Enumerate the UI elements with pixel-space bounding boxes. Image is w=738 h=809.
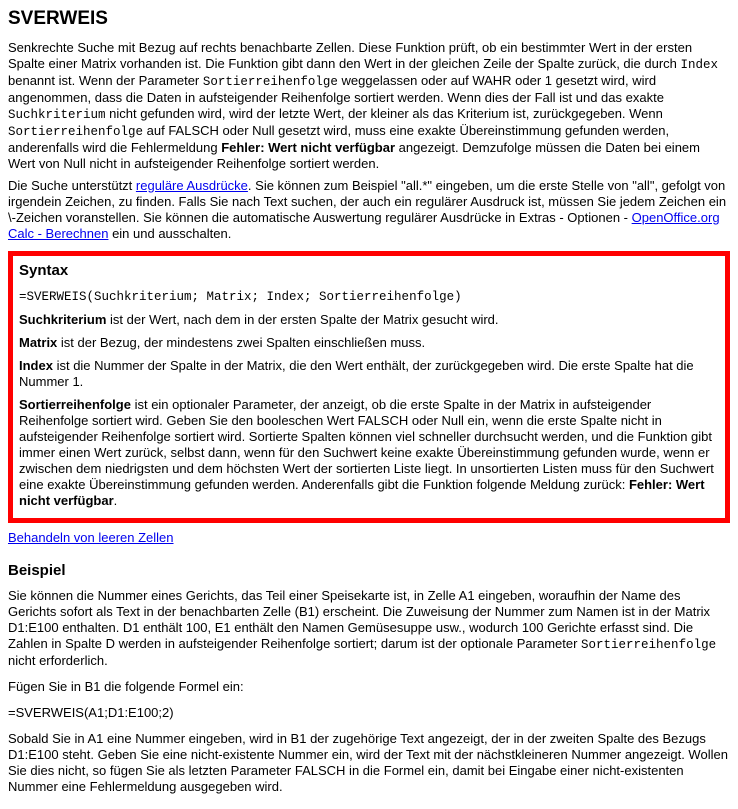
inline-code-sortierreihenfolge: Sortierreihenfolge (202, 75, 338, 89)
example-heading: Beispiel (8, 562, 66, 579)
inline-code-sortierreihenfolge: Sortierreihenfolge (581, 638, 717, 652)
empty-cells-link[interactable]: Behandeln von leeren Zellen (8, 530, 174, 545)
example-paragraph-1: Sie können die Nummer eines Gerichts, das Teil einer Speisekarte ist, in Zelle A1 eingeben, woraufhin der Name des Gerichts sofort als Text in der benachbarten Zelle (B1) erscheint. Die Zuweisung der Nummer zum Namen ist in der Matrix D1:E100 enthalten. D1 enthält 100, E1 enthält den Namen Gemüsesuppe usw., wodurch 100 Gerichte erfasst sind. Die Zahlen in Spalte D werden in aufsteigender Reihenfolge sortiert; darum ist der optionale Parameter Sortierreihenfolge nicht erforderlich. (8, 588, 717, 668)
param-name-suchkriterium: Suchkriterium (19, 312, 107, 327)
inline-code-sortierreihenfolge: Sortierreihenfolge (8, 125, 144, 139)
syntax-heading: Syntax (19, 262, 69, 279)
syntax-param-sortierreihenfolge: Sortierreihenfolge ist ein optionaler Parameter, der anzeigt, ob die erste Spalte in der Matrix in aufsteigender Reihenfolge sortiert wird. Geben Sie den booleschen Wert FALSCH oder Null ein, wenn die erste Spalte nicht in aufsteigender Reihenfolge sortiert wird. Sortierte Spalten können viel schneller durchsucht werden, und die Funktion gibt immer einen Wert zurück, selbst dann, wenn für den Suchwert keine exakte Übereinstimmung gefunden wurde, wenn er zwischen dem niedrigsten und dem höchsten Wert der sortierten Liste liegt. In unsortierten Listen muss für den Suchwert eine exakte Übereinstimmung gefunden werden. Anderenfalls gibt die Funktion folgende Meldung zurück: Fehler: Wert nicht verfügbar. (19, 397, 714, 508)
syntax-param-matrix: Matrix ist der Bezug, der mindestens zwei Spalten einschließen muss. (19, 335, 426, 350)
param-name-sortierreihenfolge: Sortierreihenfolge (19, 397, 131, 412)
syntax-param-suchkriterium: Suchkriterium ist der Wert, nach dem in der ersten Spalte der Matrix gesucht wird. (19, 312, 499, 327)
syntax-box (8, 251, 730, 523)
syntax-param-index: Index ist die Nummer der Spalte in der Matrix, die den Wert enthält, der zurückgegeben wird. Die erste Spalte hat die Nummer 1. (19, 358, 694, 389)
inline-code-suchkriterium: Suchkriterium (8, 108, 106, 122)
calc-calculate-options-link[interactable]: OpenOffice.org Calc - Berechnen (8, 210, 720, 241)
example-formula: =SVERWEIS(A1;D1:E100;2) (8, 705, 174, 720)
syntax-formula: =SVERWEIS(Suchkriterium; Matrix; Index; Sortierreihenfolge) (19, 290, 462, 304)
error-message-text: Fehler: Wert nicht verfügbar (19, 477, 705, 508)
intro-paragraph-1: Senkrechte Suche mit Bezug auf rechts benachbarte Zellen. Diese Funktion prüft, ob ein bestimmter Wert in der ersten Spalte einer Matrix vorhanden ist. Die Funktion gibt dann den Wert in der gleichen Zeile der Spalte zurück, die durch Index benannt ist. Wenn der Parameter Sortierreihenfolge weggelassen oder auf WAHR oder 1 gesetzt wird, wird angenommen, dass die Daten in aufsteigender Reihenfolge sortiert werden. Wenn dies der Fall ist und das exakte Suchkriterium nicht gefunden wird, wird der letzte Wert, der kleiner als das Kriterium ist, zurückgegeben. Wenn Sortierreihenfolge auf FALSCH oder Null gesetzt wird, muss eine exakte Übereinstimmung gefunden werden, anderenfalls wird die Fehlermeldung Fehler: Wert nicht verfügbar angezeigt. Demzufolge müssen die Daten bei einem Wert von Null nicht in aufsteigender Reihenfolge sortiert werden. (8, 40, 719, 171)
example-paragraph-2: Fügen Sie in B1 die folgende Formel ein: (8, 679, 244, 694)
inline-code-index: Index (680, 58, 719, 72)
empty-cells-link-row (8, 530, 730, 546)
param-name-matrix: Matrix (19, 335, 58, 350)
param-name-index: Index (19, 358, 53, 373)
intro-paragraph-2: Die Suche unterstützt reguläre Ausdrücke. Sie können zum Beispiel "all.*" eingeben, um die erste Stelle von "all", gefolgt von irgendein Zeichen, zu finden. Falls Sie nach Text suchen, der auch ein regulärer Ausdruck ist, müssen Sie jedem Zeichen ein \-Zeichen voranstellen. Sie können die automatische Auswertung regulärer Ausdrücke in Extras - Optionen - OpenOffice.org Calc - Berechnen ein und ausschalten. (8, 178, 727, 241)
example-section (8, 562, 730, 795)
error-message-text: Fehler: Wert nicht verfügbar (221, 140, 396, 155)
regular-expressions-link[interactable]: reguläre Ausdrücke (135, 178, 248, 193)
page-title: SVERWEIS (8, 8, 108, 29)
example-paragraph-3: Sobald Sie in A1 eine Nummer eingeben, wird in B1 der zugehörige Text angezeigt, der in der zweiten Spalte des Bezugs D1:E100 steht. Geben Sie eine nicht-existente Nummer ein, wird der Text mit der nächstkleineren Nummer angezeigt. Wollen Sie dies nicht, so fügen Sie als letzten Parameter FALSCH in die Formel ein, damit bei Eingabe einer nicht-existenten Nummer eine Fehlermeldung ausgegeben wird. (8, 731, 728, 794)
